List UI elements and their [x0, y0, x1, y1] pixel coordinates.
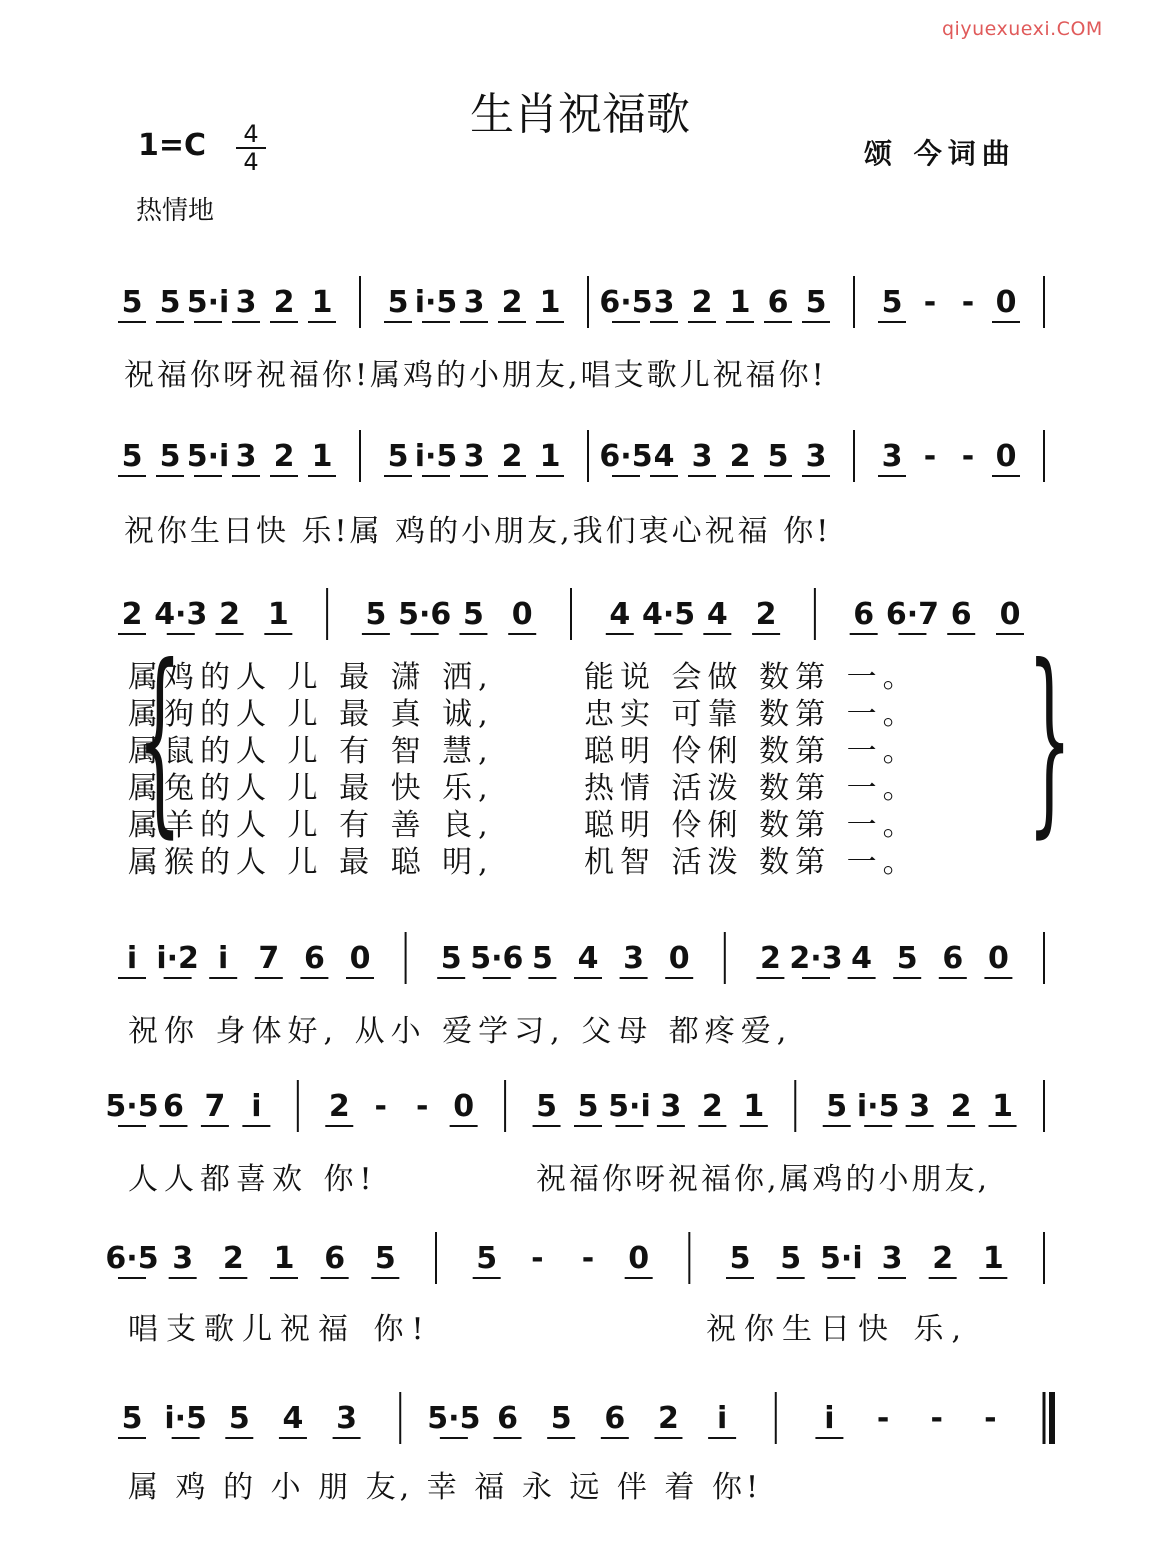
note: 2 — [222, 1241, 244, 1276]
note: 5·5 — [105, 1089, 159, 1124]
note: 5 — [780, 1241, 802, 1276]
note: 1 — [743, 1089, 765, 1124]
verse-3-a: 属鼠的人 儿 有 智 慧, — [128, 734, 494, 769]
time-signature-bottom: 4 — [243, 148, 259, 176]
note: 5 — [476, 1241, 498, 1276]
verse-brace-left: { — [137, 623, 182, 856]
note: 2 — [501, 439, 523, 474]
note: - — [984, 1401, 997, 1436]
note: i·2 — [156, 941, 199, 976]
note: 3 — [235, 285, 257, 320]
tempo-marking: 热情地 — [136, 196, 215, 226]
verse-1-a: 属鸡的人 儿 最 潇 洒, — [128, 660, 494, 695]
note: - — [923, 285, 937, 320]
note: 1 — [311, 285, 333, 320]
lyrics-line-2: 祝你生日快 乐!属 鸡的小朋友,我们衷心祝福 你! — [124, 514, 832, 549]
verse-5-b: 聪明 伶俐 数第 一。 — [584, 808, 919, 843]
note: 1 — [539, 285, 561, 320]
note: 5 — [767, 439, 789, 474]
note: i·5 — [856, 1089, 900, 1124]
note: 3 — [653, 285, 675, 320]
note: 2 — [121, 597, 143, 632]
verse-6-a: 属猴的人 儿 最 聪 明, — [128, 845, 494, 880]
note: 3 — [805, 439, 827, 474]
note: 4·3 — [154, 597, 208, 632]
note: 5·i — [186, 285, 230, 320]
verse-1-b: 能说 会做 数第 一。 — [584, 660, 919, 695]
note: 5 — [121, 439, 143, 474]
lyrics-line-4: 祝你 身体好, 从小 爱学习, 父母 都疼爱, — [128, 1014, 793, 1049]
note: 2·3 — [789, 941, 843, 976]
note: 3 — [909, 1089, 931, 1124]
note: - — [961, 439, 975, 474]
note: 6 — [942, 941, 964, 976]
note: 5 — [729, 1241, 751, 1276]
note: 1 — [273, 1241, 295, 1276]
note: 2 — [273, 439, 295, 474]
note: 2 — [691, 285, 713, 320]
note: 4 — [706, 597, 728, 632]
lyrics-line-5a: 人人都喜欢 你! — [128, 1162, 378, 1197]
note: 5 — [159, 285, 181, 320]
note: 2 — [755, 597, 777, 632]
note: 0 — [999, 597, 1021, 632]
note: 6 — [303, 941, 325, 976]
note: 0 — [987, 941, 1009, 976]
note: 6·5 — [105, 1241, 159, 1276]
verse-2-b: 忠实 可靠 数第 一。 — [584, 697, 919, 732]
note: 2 — [729, 439, 751, 474]
note: i — [218, 941, 229, 976]
key-signature: 1=C — [138, 128, 207, 163]
note: 2 — [273, 285, 295, 320]
note: 5 — [121, 1401, 143, 1436]
note: 5 — [896, 941, 918, 976]
note: 2 — [219, 597, 240, 632]
note: 3 — [235, 439, 257, 474]
note: - — [876, 1401, 890, 1436]
note: 0 — [453, 1089, 475, 1124]
note: 6 — [950, 597, 972, 632]
note: 4 — [609, 597, 631, 632]
note: 5 — [550, 1401, 572, 1436]
note: - — [930, 1401, 943, 1436]
note: 6 — [604, 1401, 626, 1436]
note: 5 — [121, 285, 143, 320]
note: i·5 — [414, 439, 458, 474]
note: 3 — [463, 439, 485, 474]
note: 6 — [163, 1089, 184, 1124]
note: 0 — [628, 1241, 650, 1276]
song-title: 生肖祝福歌 — [470, 89, 690, 140]
note: 5·6 — [470, 941, 524, 976]
note: i·5 — [414, 285, 458, 320]
note: 6 — [767, 285, 789, 320]
note: 4·5 — [641, 597, 696, 632]
composer-credit: 颂 今词曲 — [864, 137, 1016, 170]
note: 3 — [623, 941, 645, 976]
verse-4-b: 热情 活泼 数第 一。 — [584, 771, 919, 806]
verse-2-a: 属狗的人 儿 最 真 诚, — [128, 697, 494, 732]
note: 5 — [159, 439, 181, 474]
lyrics-line-7: 属 鸡 的 小 朋 友, 幸 福 永 远 伴 着 你! — [128, 1470, 763, 1505]
note: 2 — [501, 285, 523, 320]
note: i — [251, 1089, 262, 1124]
note: 1 — [311, 439, 333, 474]
note: 4 — [282, 1401, 304, 1436]
note: 5·6 — [398, 597, 452, 632]
note: 6·7 — [885, 597, 940, 632]
note: 3 — [463, 285, 485, 320]
note: 6 — [324, 1241, 346, 1276]
note: 5 — [387, 439, 409, 474]
note: 1 — [539, 439, 561, 474]
lyrics-line-5b: 祝福你呀祝福你,属鸡的小朋友, — [536, 1162, 991, 1197]
note: 3 — [691, 439, 713, 474]
note: - — [581, 1241, 595, 1276]
note: 1 — [982, 1241, 1004, 1276]
note: 2 — [701, 1089, 723, 1124]
note: 5 — [536, 1089, 557, 1124]
note: 5 — [826, 1089, 848, 1124]
note: 5 — [365, 597, 387, 632]
note: i — [716, 1401, 728, 1436]
note: 6·5 — [599, 439, 653, 474]
note: 6 — [853, 597, 875, 632]
note: 0 — [668, 941, 690, 976]
verse-brace-right: } — [1027, 623, 1072, 856]
note: 5 — [531, 941, 553, 976]
note: 5·i — [820, 1241, 863, 1276]
note: i — [126, 941, 138, 976]
note: 6·5 — [599, 285, 653, 320]
note: 2 — [328, 1089, 350, 1124]
note: 4 — [577, 941, 599, 976]
note: 5 — [577, 1089, 599, 1124]
note: 3 — [881, 1241, 903, 1276]
note: 4 — [653, 439, 675, 474]
note: 0 — [349, 941, 371, 976]
note: 7 — [258, 941, 280, 976]
note: - — [531, 1241, 544, 1276]
note: 3 — [172, 1241, 194, 1276]
lyrics-line-1: 祝福你呀祝福你!属鸡的小朋友,唱支歌儿祝福你! — [124, 358, 827, 393]
note: - — [961, 285, 975, 320]
note: 0 — [995, 285, 1017, 320]
verse-3-b: 聪明 伶俐 数第 一。 — [584, 734, 919, 769]
note: 5 — [387, 285, 409, 320]
note: 5·i — [186, 439, 230, 474]
note: 3 — [881, 439, 903, 474]
note: - — [415, 1089, 429, 1124]
note: 2 — [759, 941, 781, 976]
note: 5·5 — [427, 1401, 481, 1436]
note: - — [923, 439, 937, 474]
note: 0 — [511, 597, 533, 632]
note: - — [374, 1089, 387, 1124]
note: 5 — [440, 941, 462, 976]
note: 1 — [992, 1089, 1013, 1124]
verse-5-a: 属羊的人 儿 有 善 良, — [128, 808, 494, 843]
lyrics-line-6a: 唱支歌儿祝福 你! — [128, 1312, 432, 1347]
note: 5 — [881, 285, 903, 320]
time-signature-top: 4 — [243, 120, 259, 148]
lyrics-line-6b: 祝你生日快 乐, — [706, 1312, 970, 1347]
note: 5 — [228, 1401, 250, 1436]
note: 0 — [995, 439, 1017, 474]
note: 4 — [851, 941, 873, 976]
note: 3 — [336, 1401, 358, 1436]
note: 5 — [463, 597, 484, 632]
note: 6 — [497, 1401, 518, 1436]
verse-6-b: 机智 活泼 数第 一。 — [584, 845, 919, 880]
note: 2 — [950, 1089, 972, 1124]
note: 2 — [658, 1401, 679, 1436]
note: 1 — [729, 285, 751, 320]
note: 1 — [267, 597, 289, 632]
note: 2 — [932, 1241, 954, 1276]
verse-4-a: 属兔的人 儿 最 快 乐, — [128, 771, 494, 806]
note: i — [824, 1401, 835, 1436]
note: 3 — [660, 1089, 682, 1124]
watermark: qiyuexuexi.COM — [942, 18, 1103, 40]
note: 5 — [374, 1241, 396, 1276]
note: i·5 — [164, 1401, 207, 1436]
note: 7 — [204, 1089, 226, 1124]
note: 5·i — [608, 1089, 651, 1124]
note: 5 — [805, 285, 827, 320]
